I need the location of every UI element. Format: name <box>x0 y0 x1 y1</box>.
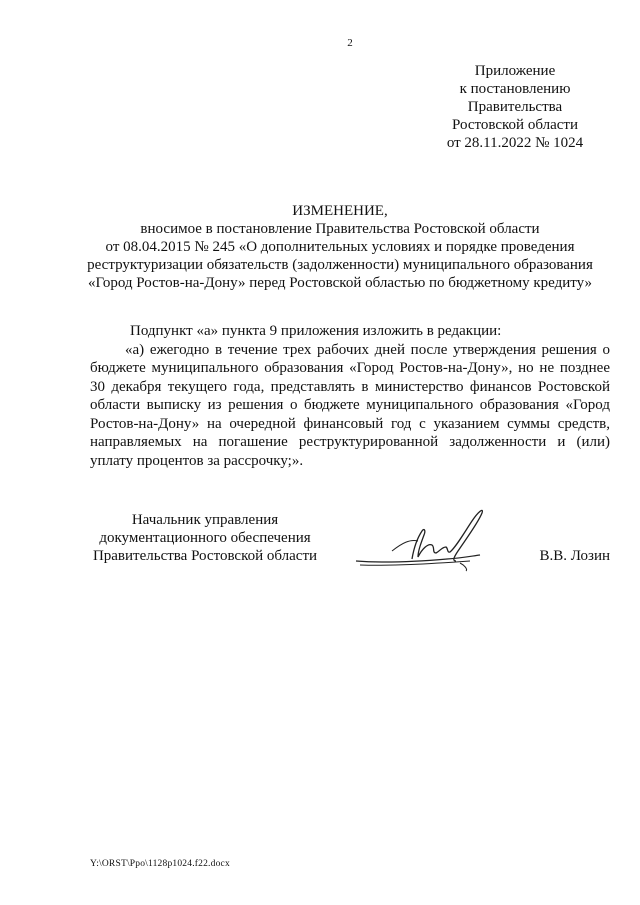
appendix-line: Ростовской области <box>452 117 578 133</box>
body-intro: Подпункт «а» пункта 9 приложения изложить в редакции: <box>130 323 502 339</box>
document-title <box>70 202 610 292</box>
signer-title-line: Правительства Ростовской области <box>92 548 318 564</box>
file-path: Y:\ORST\Ppo\1128p1024.f22.docx <box>90 859 230 869</box>
signer-name: В.В. Лозин <box>539 548 610 564</box>
title-line: реструктуризации обязательств (задолженности) муниципального образования <box>87 257 593 273</box>
appendix-line: Правительства <box>467 99 563 115</box>
signer-title-line: Начальник управления <box>131 512 279 528</box>
body-paragraph: «а) ежегодно в течение трех рабочих дней после утверждения решения о бюджете муниципального образования «Город Ростов-на-Дону», но не позднее 30 декабря текущего года, представлять в министерство финансов Ростовской области выписку из решения о бюджете муниципального образования «Город Ростов-на-Дону» на очередной финансовый год с указанием суммы средств, направляемых на погашение реструктурированной задолженности и (или) уплату процентов за рассрочку;». <box>90 341 610 469</box>
title-line: «Город Ростов-на-Дону» перед Ростовской областью по бюджетному кредиту» <box>87 275 593 291</box>
signer-title-line: документационного обеспечения <box>99 530 311 546</box>
title-line: от 08.04.2015 № 245 «О дополнительных условиях и порядке проведения <box>105 239 575 255</box>
title-heading: ИЗМЕНЕНИЕ, <box>292 203 388 219</box>
appendix-line: Приложение <box>474 63 556 79</box>
signature-block <box>90 511 610 571</box>
appendix-date-number: от 28.11.2022 № 1024 <box>446 135 584 151</box>
appendix-header <box>440 62 590 152</box>
appendix-line: к постановлению <box>459 81 571 97</box>
title-line: вносимое в постановление Правительства Ростовской области <box>140 221 540 237</box>
document-body <box>90 322 610 470</box>
signer-title <box>90 511 320 565</box>
page-number: 2 <box>347 37 353 49</box>
handwritten-signature <box>352 503 492 573</box>
